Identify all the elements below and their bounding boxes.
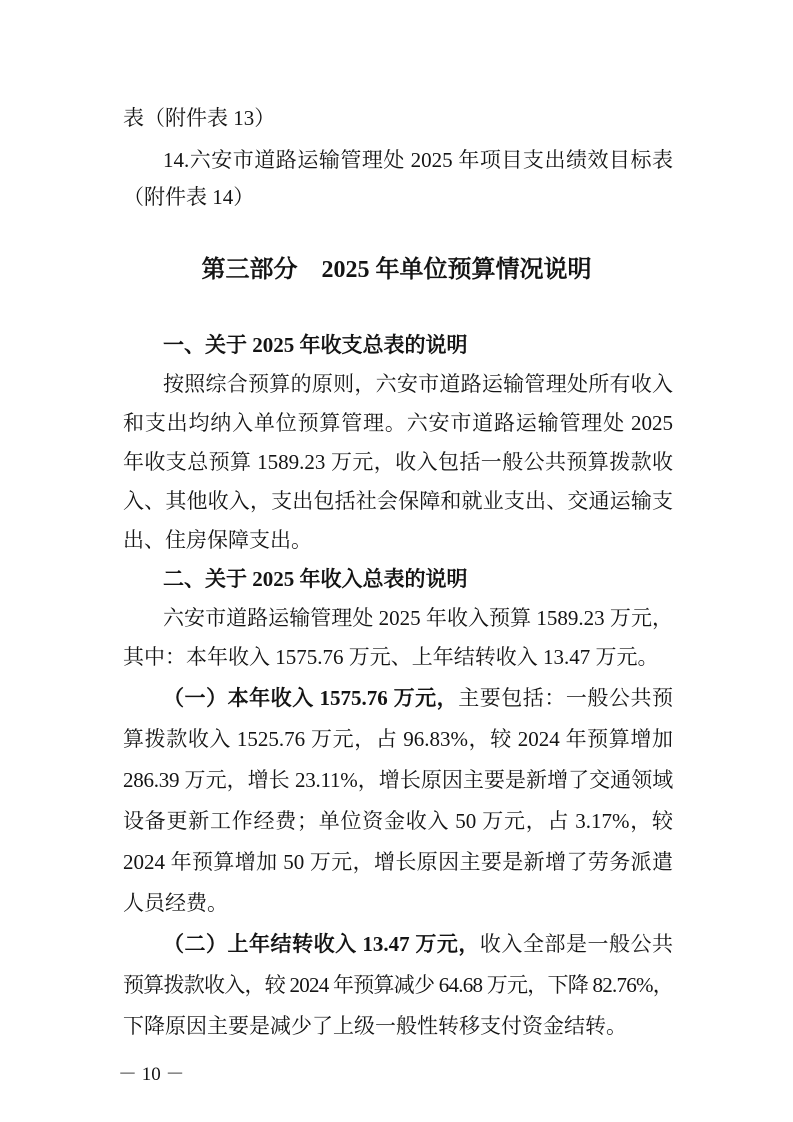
body-line: 按照综合预算的原则，六安市道路运输管理处所有收入 [163, 372, 673, 396]
part-title: 第三部分 2025 年单位预算情况说明 [201, 257, 592, 283]
attachment-list-line: （附件表 14） [123, 185, 255, 209]
body-line: 2024 年预算增加 50 万元，增长原因主要是新增了劳务派遣 [123, 850, 673, 874]
item-lead: （一）本年收入 1575.76 万元， [163, 686, 459, 710]
body-line: 预算拨款收入，较 2024 年预算减少 64.68 万元，下降 82.76%， [123, 973, 673, 997]
body-line: 下降原因主要是减少了上级一般性转移支付资金结转。 [123, 1014, 627, 1038]
item-text: 主要包括：一般公共预 [458, 686, 674, 710]
body-line: 人员经费。 [123, 891, 228, 915]
body-line: 出、住房保障支出。 [123, 528, 312, 552]
section-heading: 一、关于 2025 年收支总表的说明 [163, 333, 468, 357]
attachment-list-line: 表（附件表 13） [123, 106, 276, 130]
body-line: 设备更新工作经费；单位资金收入 50 万元，占 3.17%，较 [123, 809, 673, 833]
body-line: 六安市道路运输管理处 2025 年收入预算 1589.23 万元， [163, 606, 673, 630]
body-line [163, 929, 673, 959]
body-line: 和支出均纳入单位预算管理。六安市道路运输管理处 2025 [123, 411, 673, 435]
body-line: 286.39 万元，增长 23.11%，增长原因主要是新增了交通领域 [123, 768, 673, 792]
page-number: － 10 － [118, 1064, 185, 1085]
item-lead: （二）上年结转收入 13.47 万元， [163, 932, 480, 956]
section-heading: 二、关于 2025 年收入总表的说明 [163, 567, 468, 591]
body-line: 其中：本年收入 1575.76 万元、上年结转收入 13.47 万元。 [123, 645, 659, 669]
body-line: 算拨款收入 1525.76 万元，占 96.83%，较 2024 年预算增加 [123, 727, 673, 751]
item-text: 收入全部是一般公共 [479, 932, 674, 956]
body-line: 年收支总预算 1589.23 万元，收入包括一般公共预算拨款收 [123, 450, 673, 474]
body-line: 入、其他收入，支出包括社会保障和就业支出、交通运输支 [123, 489, 673, 513]
body-line [163, 683, 673, 713]
attachment-list-line: 14.六安市道路运输管理处 2025 年项目支出绩效目标表 [163, 148, 673, 172]
